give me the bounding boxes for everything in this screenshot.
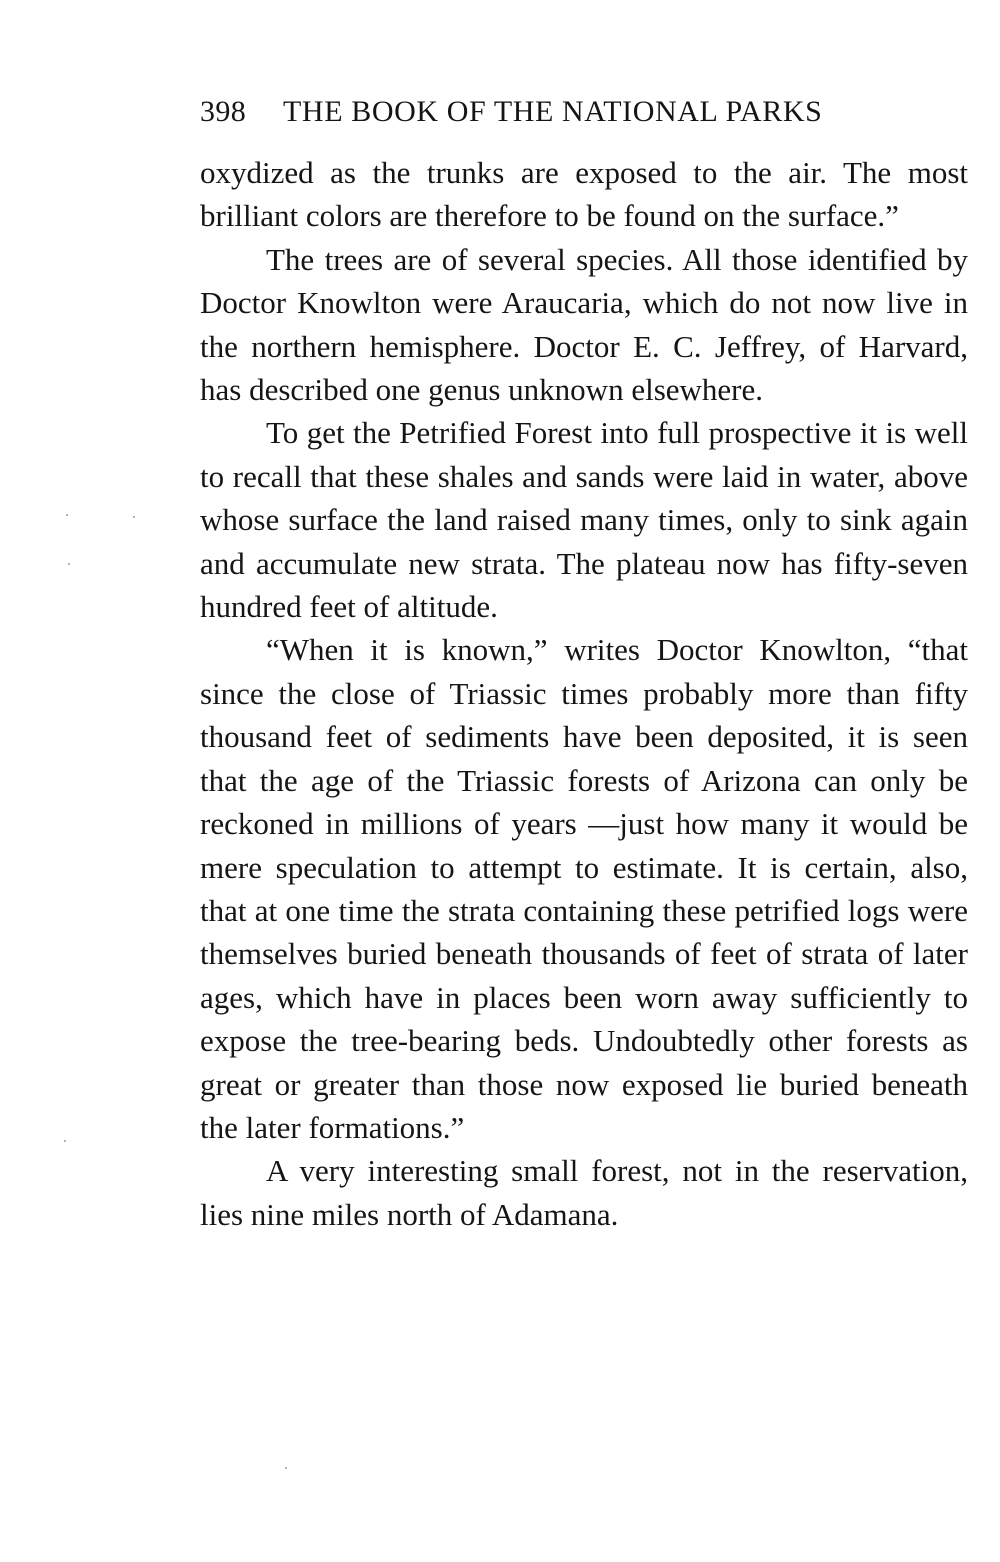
paragraph-tree-species: The trees are of several species. All those identified by Doctor Knowlton were Araucaria, which do not now live in the northern hemisphere. Doctor E. C. Jeffrey, of Harvard, has described one genus unknown elsewhere. bbox=[200, 241, 968, 408]
paper-speck bbox=[66, 514, 68, 516]
paragraph-continuation: oxydized as the trunks are exposed to the air. The most brilliant colors are therefore to be found on the surface.” bbox=[200, 155, 968, 234]
paragraph-perspective: To get the Petrified Forest into full prospective it is well to recall that these shales and sands were laid in water, above whose surface the land raised many times, only to sink again and accumulate new strata. The plateau now has fifty-seven hundred feet of altitude. bbox=[200, 415, 968, 625]
paper-speck bbox=[133, 516, 135, 518]
paragraph-knowlton-quote: “When it is known,” writes Doctor Knowlton, “that since the close of Triassic times probably more than fifty thousand feet of sediments have been deposited, it is seen that the age of the Triassic forests of Arizona can only be reckoned in millions of years —just how many it would be mere speculation to attempt to estimate. It is certain, also, that at one time the strata containing these petrified logs were themselves buried beneath thousands of feet of strata of later ages, which have in places been worn away sufficiently to expose the tree-bearing beds. Undoubtedly other forests as great or greater than those now exposed lie buried beneath the later formations.” bbox=[200, 632, 968, 1145]
paper-speck bbox=[285, 1467, 287, 1469]
paper-speck bbox=[64, 1140, 66, 1142]
page-header bbox=[200, 90, 970, 134]
page-number: 398 bbox=[200, 95, 247, 128]
paragraph-small-forest: A very interesting small forest, not in the reservation, lies nine miles north of Adamana. bbox=[200, 1153, 968, 1232]
running-title: THE BOOK OF THE NATIONAL PARKS bbox=[283, 95, 823, 128]
body-text bbox=[200, 151, 968, 1236]
paper-speck bbox=[68, 563, 70, 565]
